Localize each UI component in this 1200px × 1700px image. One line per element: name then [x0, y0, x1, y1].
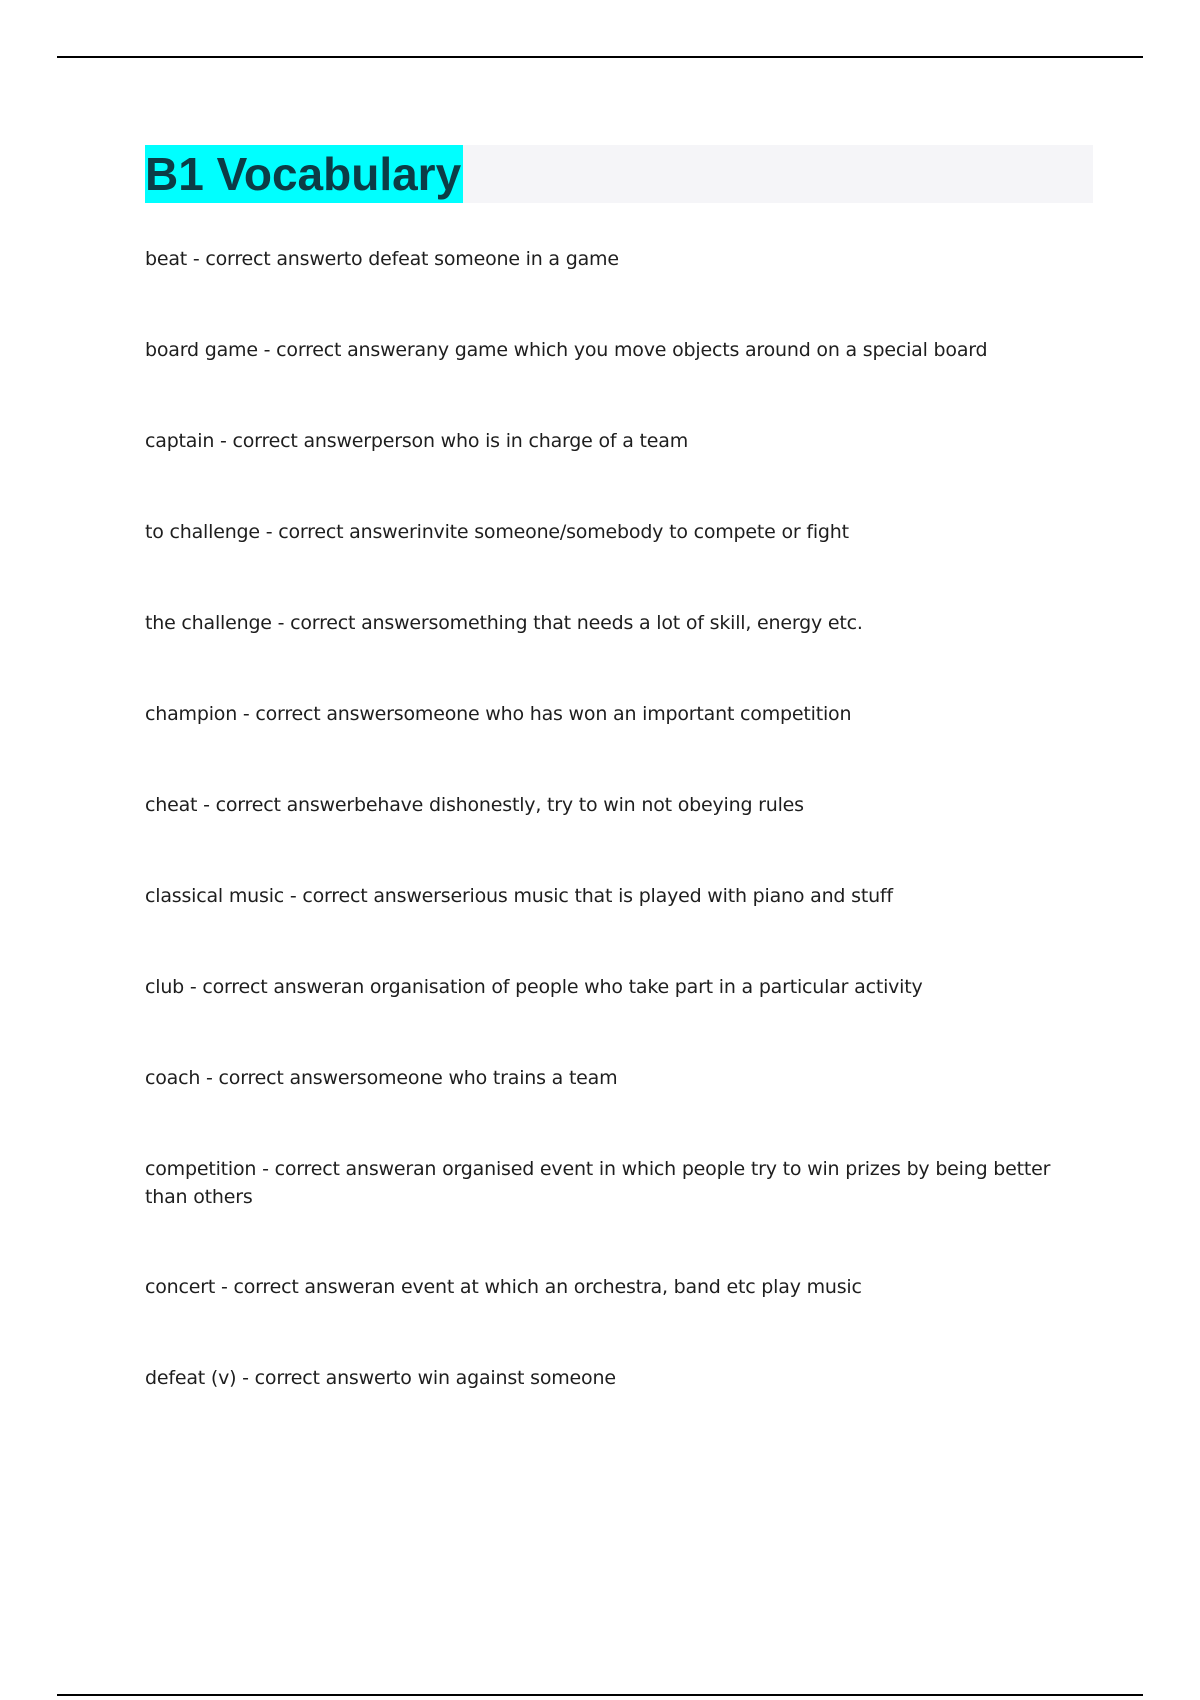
top-rule	[57, 56, 1143, 58]
title-band	[145, 145, 1093, 203]
vocabulary-entry: board game - correct answerany game which you move objects around on a special board	[145, 339, 988, 361]
vocabulary-entry: captain - correct answerperson who is in charge of a team	[145, 430, 689, 452]
vocabulary-entry: concert - correct answeran event at which an orchestra, band etc play music	[145, 1276, 862, 1298]
vocabulary-entry: the challenge - correct answersomething that needs a lot of skill, energy etc.	[145, 612, 863, 634]
vocabulary-entry: competition - correct answeran organised event in which people try to win prizes by being better than others	[145, 1158, 1051, 1208]
vocabulary-entry: champion - correct answersomeone who has won an important competition	[145, 703, 852, 725]
vocabulary-entry: cheat - correct answerbehave dishonestly, try to win not obeying rules	[145, 794, 804, 816]
vocabulary-entry: defeat (v) - correct answerto win against someone	[145, 1367, 616, 1389]
vocabulary-entry: club - correct answeran organisation of people who take part in a particular activity	[145, 976, 923, 998]
vocabulary-entry: classical music - correct answerserious music that is played with piano and stuff	[145, 885, 893, 907]
vocabulary-entry: beat - correct answerto defeat someone in a game	[145, 248, 619, 270]
bottom-rule	[57, 1694, 1143, 1696]
page-title: B1 Vocabulary	[145, 145, 463, 203]
vocabulary-entry: to challenge - correct answerinvite someone/somebody to compete or fight	[145, 521, 849, 543]
vocabulary-entry: coach - correct answersomeone who trains a team	[145, 1067, 618, 1089]
